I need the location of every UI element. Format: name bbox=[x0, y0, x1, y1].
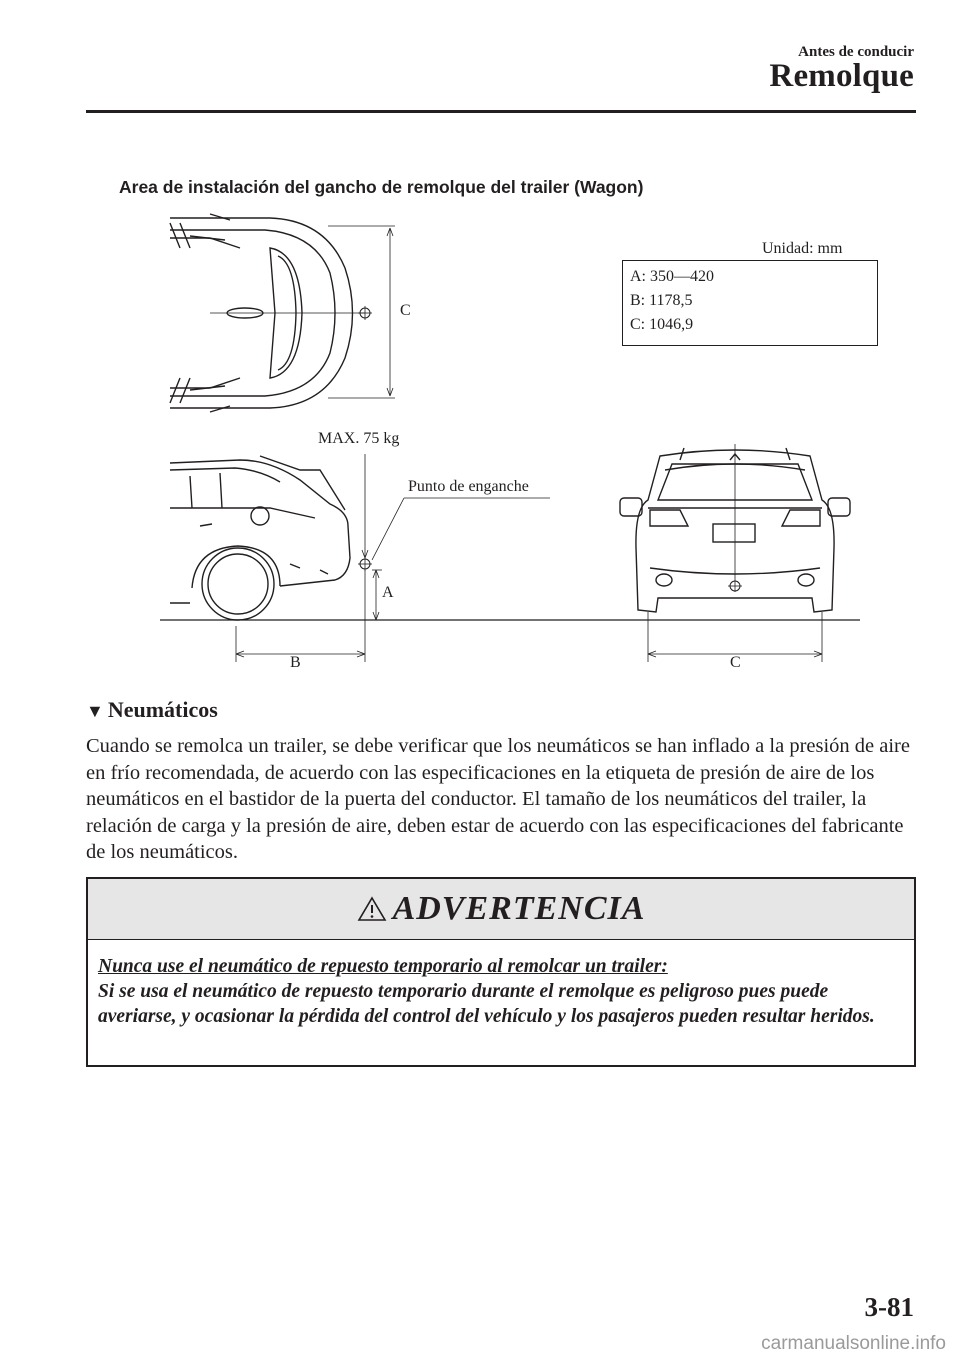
spec-b: B: 1178,5 bbox=[630, 292, 693, 309]
warning-lead: Nunca use el neumático de repuesto temporario al remolcar un trailer: bbox=[98, 956, 668, 977]
header-section-label: Antes de conducir bbox=[798, 44, 914, 60]
dim-label-b: B bbox=[290, 654, 301, 671]
watermark: carmanualsonline.info bbox=[761, 1333, 946, 1354]
warning-title: ADVERTENCIA bbox=[392, 890, 646, 927]
warning-header bbox=[88, 879, 914, 940]
page-number: 3-81 bbox=[864, 1292, 914, 1322]
dim-label-c-top: C bbox=[400, 302, 411, 319]
figure-caption: Area de instalación del gancho de remolque del trailer (Wagon) bbox=[119, 177, 644, 197]
spec-box bbox=[622, 260, 878, 346]
hitch-point-label: Punto de enganche bbox=[408, 478, 529, 495]
side-view-vehicle bbox=[170, 456, 350, 620]
trailer-hitch-figure bbox=[150, 208, 890, 678]
max-load-label: MAX. 75 kg bbox=[318, 430, 400, 447]
header-title: Remolque bbox=[769, 58, 914, 94]
section-heading bbox=[86, 697, 218, 723]
warning-body bbox=[88, 940, 914, 1029]
unit-label: Unidad: mm bbox=[762, 240, 843, 257]
header-rule bbox=[86, 110, 916, 113]
warning-box bbox=[86, 877, 916, 1067]
section-heading-text: Neumáticos bbox=[107, 697, 218, 722]
dim-label-c-bottom: C bbox=[730, 654, 741, 671]
dim-label-a: A bbox=[382, 584, 394, 601]
spec-c: C: 1046,9 bbox=[630, 316, 694, 333]
warning-triangle-icon bbox=[357, 895, 387, 923]
triangle-bullet-icon: ▼ bbox=[86, 701, 104, 721]
spec-a: A: 350—420 bbox=[630, 268, 714, 285]
body-paragraph: Cuando se remolca un trailer, se debe verificar que los neumáticos se han inflado a la presión de aire en frío recomendada, de acuerdo con las especificaciones en la etiqueta de presión de aire de los neumáticos en el bastidor de la puerta del conductor. El tamaño de los neumáticos del trailer, la relación de carga y la presión de aire, deben estar de acuerdo con las especificaciones del fabricante de los neumáticos. bbox=[86, 735, 910, 863]
warning-text: Si se usa el neumático de repuesto temporario durante el remolque es peligroso pues puede averiarse, y ocasionar la pérdida del control del vehículo y los pasajeros pueden resultar heridos. bbox=[98, 981, 875, 1027]
